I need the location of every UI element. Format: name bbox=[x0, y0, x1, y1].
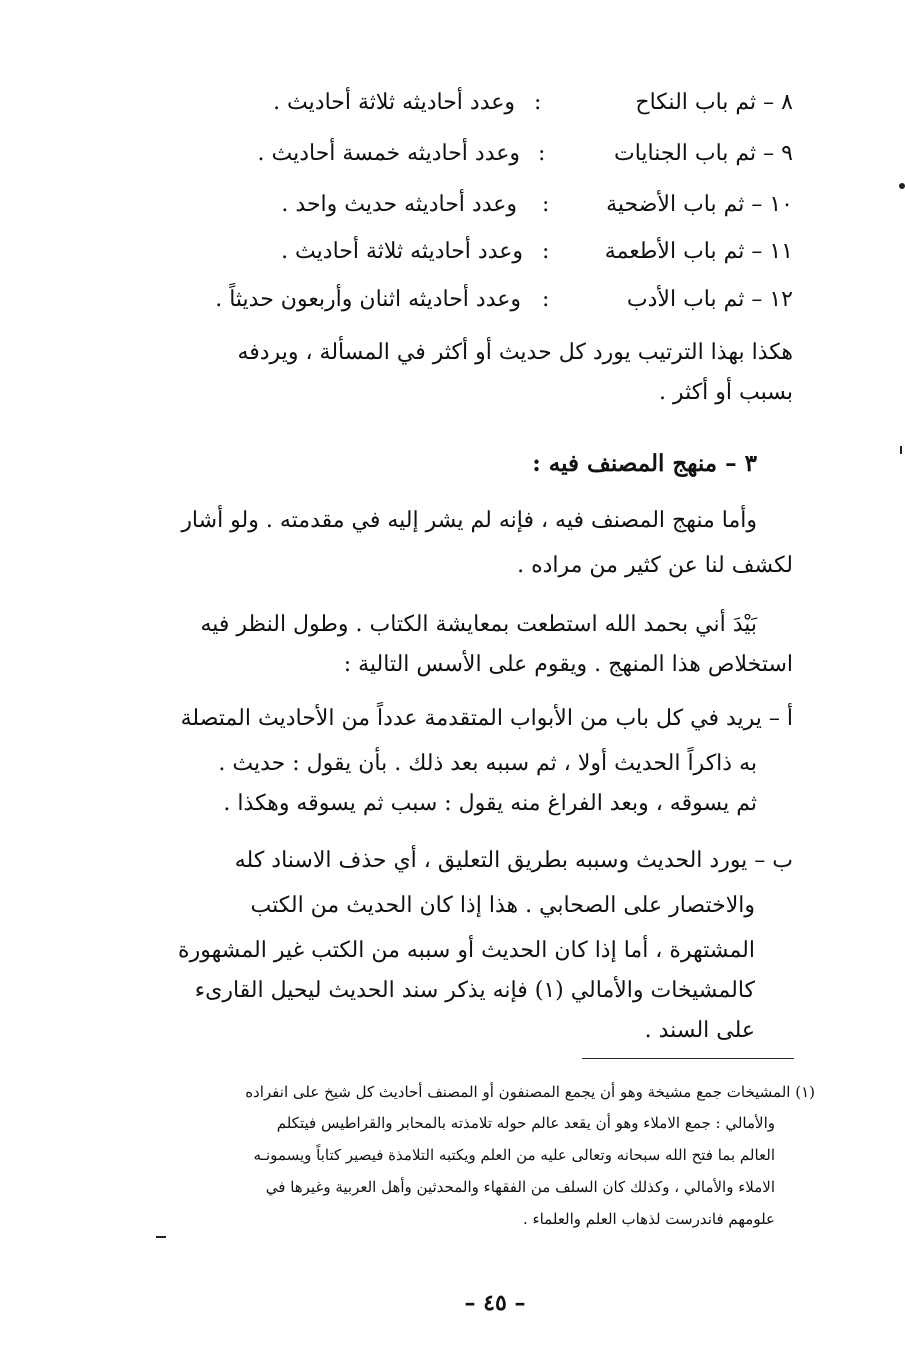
point-a-line: به ذاكراً الحديث أولا ، ثم سببه بعد ذلك . بأن يقول : حديث . bbox=[218, 751, 757, 776]
list-count: وعدد أحاديثه خمسة أحاديث . bbox=[257, 141, 520, 166]
point-b-line: كالمشيخات والأمالي (١) فإنه يذكر سند الحديث ليحيل القارىء bbox=[194, 978, 755, 1003]
footnote-line: (١) المشيخات جمع مشيخة وهو أن يجمع المصنفون أو المصنف أحاديث كل شيخ على انفراده bbox=[245, 1083, 815, 1101]
footnote-line: علومهم فاندرست لذهاب العلم والعلماء . bbox=[523, 1210, 775, 1228]
list-count: وعدد أحاديثه حديث واحد . bbox=[281, 192, 517, 217]
list-count: وعدد أحاديثه ثلاثة أحاديث . bbox=[281, 239, 523, 264]
footnote-line: والأمالي : جمع الاملاء وهو أن يقعد عالم حوله تلامذته بالمحابر والقراطيس فيتكلم bbox=[276, 1114, 775, 1132]
summary-line: بسبب أو أكثر . bbox=[658, 380, 793, 405]
point-b-line: ب – يورد الحديث وسببه بطريق التعليق ، أي حذف الاسناد كله bbox=[234, 848, 793, 873]
list-chapter: ١٢ – ثم باب الأدب bbox=[626, 287, 793, 312]
list-separator: : bbox=[542, 287, 550, 312]
summary-line: هكذا بهذا الترتيب يورد كل حديث أو أكثر في المسألة ، ويردفه bbox=[237, 340, 793, 365]
list-count: وعدد أحاديثه ثلاثة أحاديث . bbox=[273, 90, 515, 115]
list-count: وعدد أحاديثه اثنان وأربعون حديثاً . bbox=[215, 287, 521, 312]
section-heading: ٣ – منهج المصنف فيه : bbox=[532, 450, 757, 477]
list-row bbox=[0, 192, 905, 226]
list-row bbox=[0, 239, 905, 273]
paragraph-line: استخلاص هذا المنهج . ويقوم على الأسس التالية : bbox=[343, 652, 793, 677]
scan-speck bbox=[900, 446, 902, 454]
footnote-separator bbox=[582, 1058, 794, 1059]
paragraph-line: لكشف لنا عن كثير من مراده . bbox=[517, 553, 793, 578]
list-separator: : bbox=[542, 239, 550, 264]
list-separator: : bbox=[538, 141, 546, 166]
list-chapter: ٨ – ثم باب النكاح bbox=[635, 90, 793, 115]
list-chapter: ٩ – ثم باب الجنايات bbox=[614, 141, 793, 166]
scan-speck bbox=[899, 183, 905, 189]
list-chapter: ١٠ – ثم باب الأضحية bbox=[606, 192, 793, 217]
paragraph-line: وأما منهج المصنف فيه ، فإنه لم يشر إليه في مقدمته . ولو أشار bbox=[181, 508, 757, 533]
footnote-end-mark bbox=[156, 1236, 166, 1238]
footnote-line: العالم بما فتح الله سبحانه وتعالى عليه من العلم ويكتبه التلامذة فيصير كتاباً ويسمونـه bbox=[253, 1146, 775, 1164]
point-b-line: والاختصار على الصحابي . هذا إذا كان الحديث من الكتب bbox=[250, 893, 755, 918]
point-b-line: المشتهرة ، أما إذا كان الحديث أو سببه من الكتب غير المشهورة bbox=[178, 938, 755, 963]
paragraph-line: بَيْدَ أني بحمد الله استطعت بمعايشة الكتاب . وطول النظر فيه bbox=[200, 612, 757, 637]
point-b-line: على السند . bbox=[644, 1018, 755, 1043]
footnote-line: الاملاء والأمالي ، وكذلك كان السلف من الفقهاء والمحدثين وأهل العربية وغيرها في bbox=[265, 1178, 775, 1196]
page-number: – ٤٥ – bbox=[464, 1290, 526, 1316]
list-separator: : bbox=[534, 90, 542, 115]
list-row bbox=[0, 287, 905, 321]
list-separator: : bbox=[542, 192, 550, 217]
list-row bbox=[0, 90, 905, 124]
point-a-line: أ – يريد في كل باب من الأبواب المتقدمة عدداً من الأحاديث المتصلة bbox=[180, 706, 793, 731]
point-a-line: ثم يسوقه ، وبعد الفراغ منه يقول : سبب ثم يسوقه وهكذا . bbox=[223, 791, 757, 816]
list-chapter: ١١ – ثم باب الأطعمة bbox=[604, 239, 793, 264]
list-row bbox=[0, 141, 905, 175]
